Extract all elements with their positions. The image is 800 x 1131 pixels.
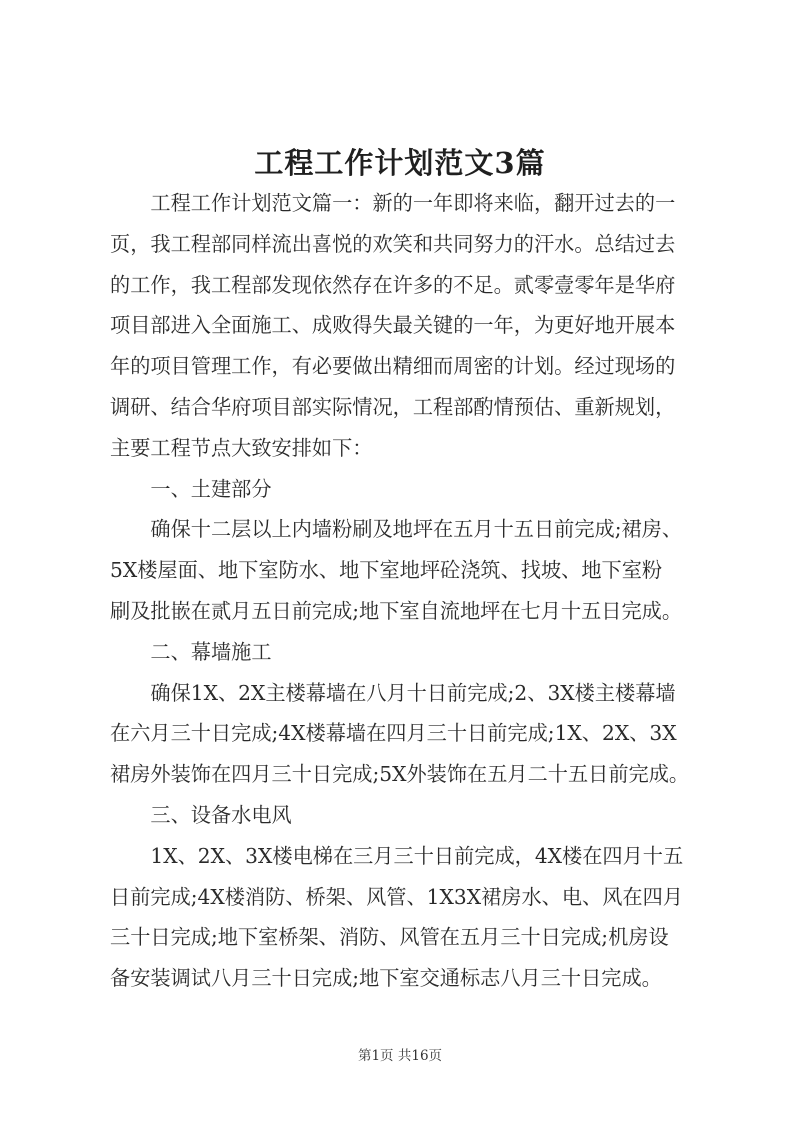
page-number-footer: 第1页 共16页 — [357, 1048, 443, 1064]
section-heading: 二、幕墙施工 — [110, 639, 272, 664]
body-line: 裙房外装饰在四月三十日完成;5X外装饰在五月二十五日前完成。 — [110, 762, 690, 787]
body-line: 工程工作计划范文篇一：新的一年即将来临，翻开过去的一 — [110, 191, 676, 215]
body-line: 在六月三十日完成;4X楼幕墙在四月三十日前完成;1X、2X、3X — [110, 721, 677, 746]
body-line: 刷及批嵌在贰月五日前完成;地下室自流地坪在七月十五日完成。 — [110, 598, 683, 623]
section-heading: 一、土建部分 — [110, 476, 272, 501]
body-line: 三十日完成;地下室桥架、消防、风管在五月三十日完成;机房设 — [110, 925, 669, 950]
body-line: 年的项目管理工作，有必要做出精细而周密的计划。经过现场的 — [110, 354, 676, 379]
body-line: 5X楼屋面、地下室防水、地下室地坪砼浇筑、找坡、地下室粉 — [110, 558, 663, 583]
body-line: 日前完成;4X楼消防、桥架、风管、1X3X裙房水、电、风在四月 — [110, 884, 683, 909]
body-line: 备安装调试八月三十日完成;地下室交通标志八月三十日完成。 — [110, 966, 662, 991]
body-line: 主要工程节点大致安排如下： — [110, 435, 373, 460]
body-line: 的工作，我工程部发现依然存在许多的不足。贰零壹零年是华府 — [110, 272, 676, 297]
body-line: 确保1X、2X主楼幕墙在八月十日前完成;2、3X楼主楼幕墙 — [110, 680, 676, 705]
section-heading: 三、设备水电风 — [110, 802, 292, 827]
body-line: 页，我工程部同样流出喜悦的欢笑和共同努力的汗水。总结过去 — [110, 231, 676, 256]
body-line: 1X、2X、3X楼电梯在三月三十日前完成，4X楼在四月十五 — [110, 843, 684, 868]
body-line: 确保十二层以上内墙粉刷及地坪在五月十五日前完成;裙房、 — [110, 517, 683, 542]
document-title: 工程工作计划范文3篇 — [254, 146, 546, 180]
body-line: 调研、结合华府项目部实际情况，工程部酌情预估、重新规划， — [110, 394, 676, 419]
document-body — [110, 183, 698, 999]
body-line: 项目部进入全面施工、成败得失最关键的一年，为更好地开展本 — [110, 313, 676, 338]
